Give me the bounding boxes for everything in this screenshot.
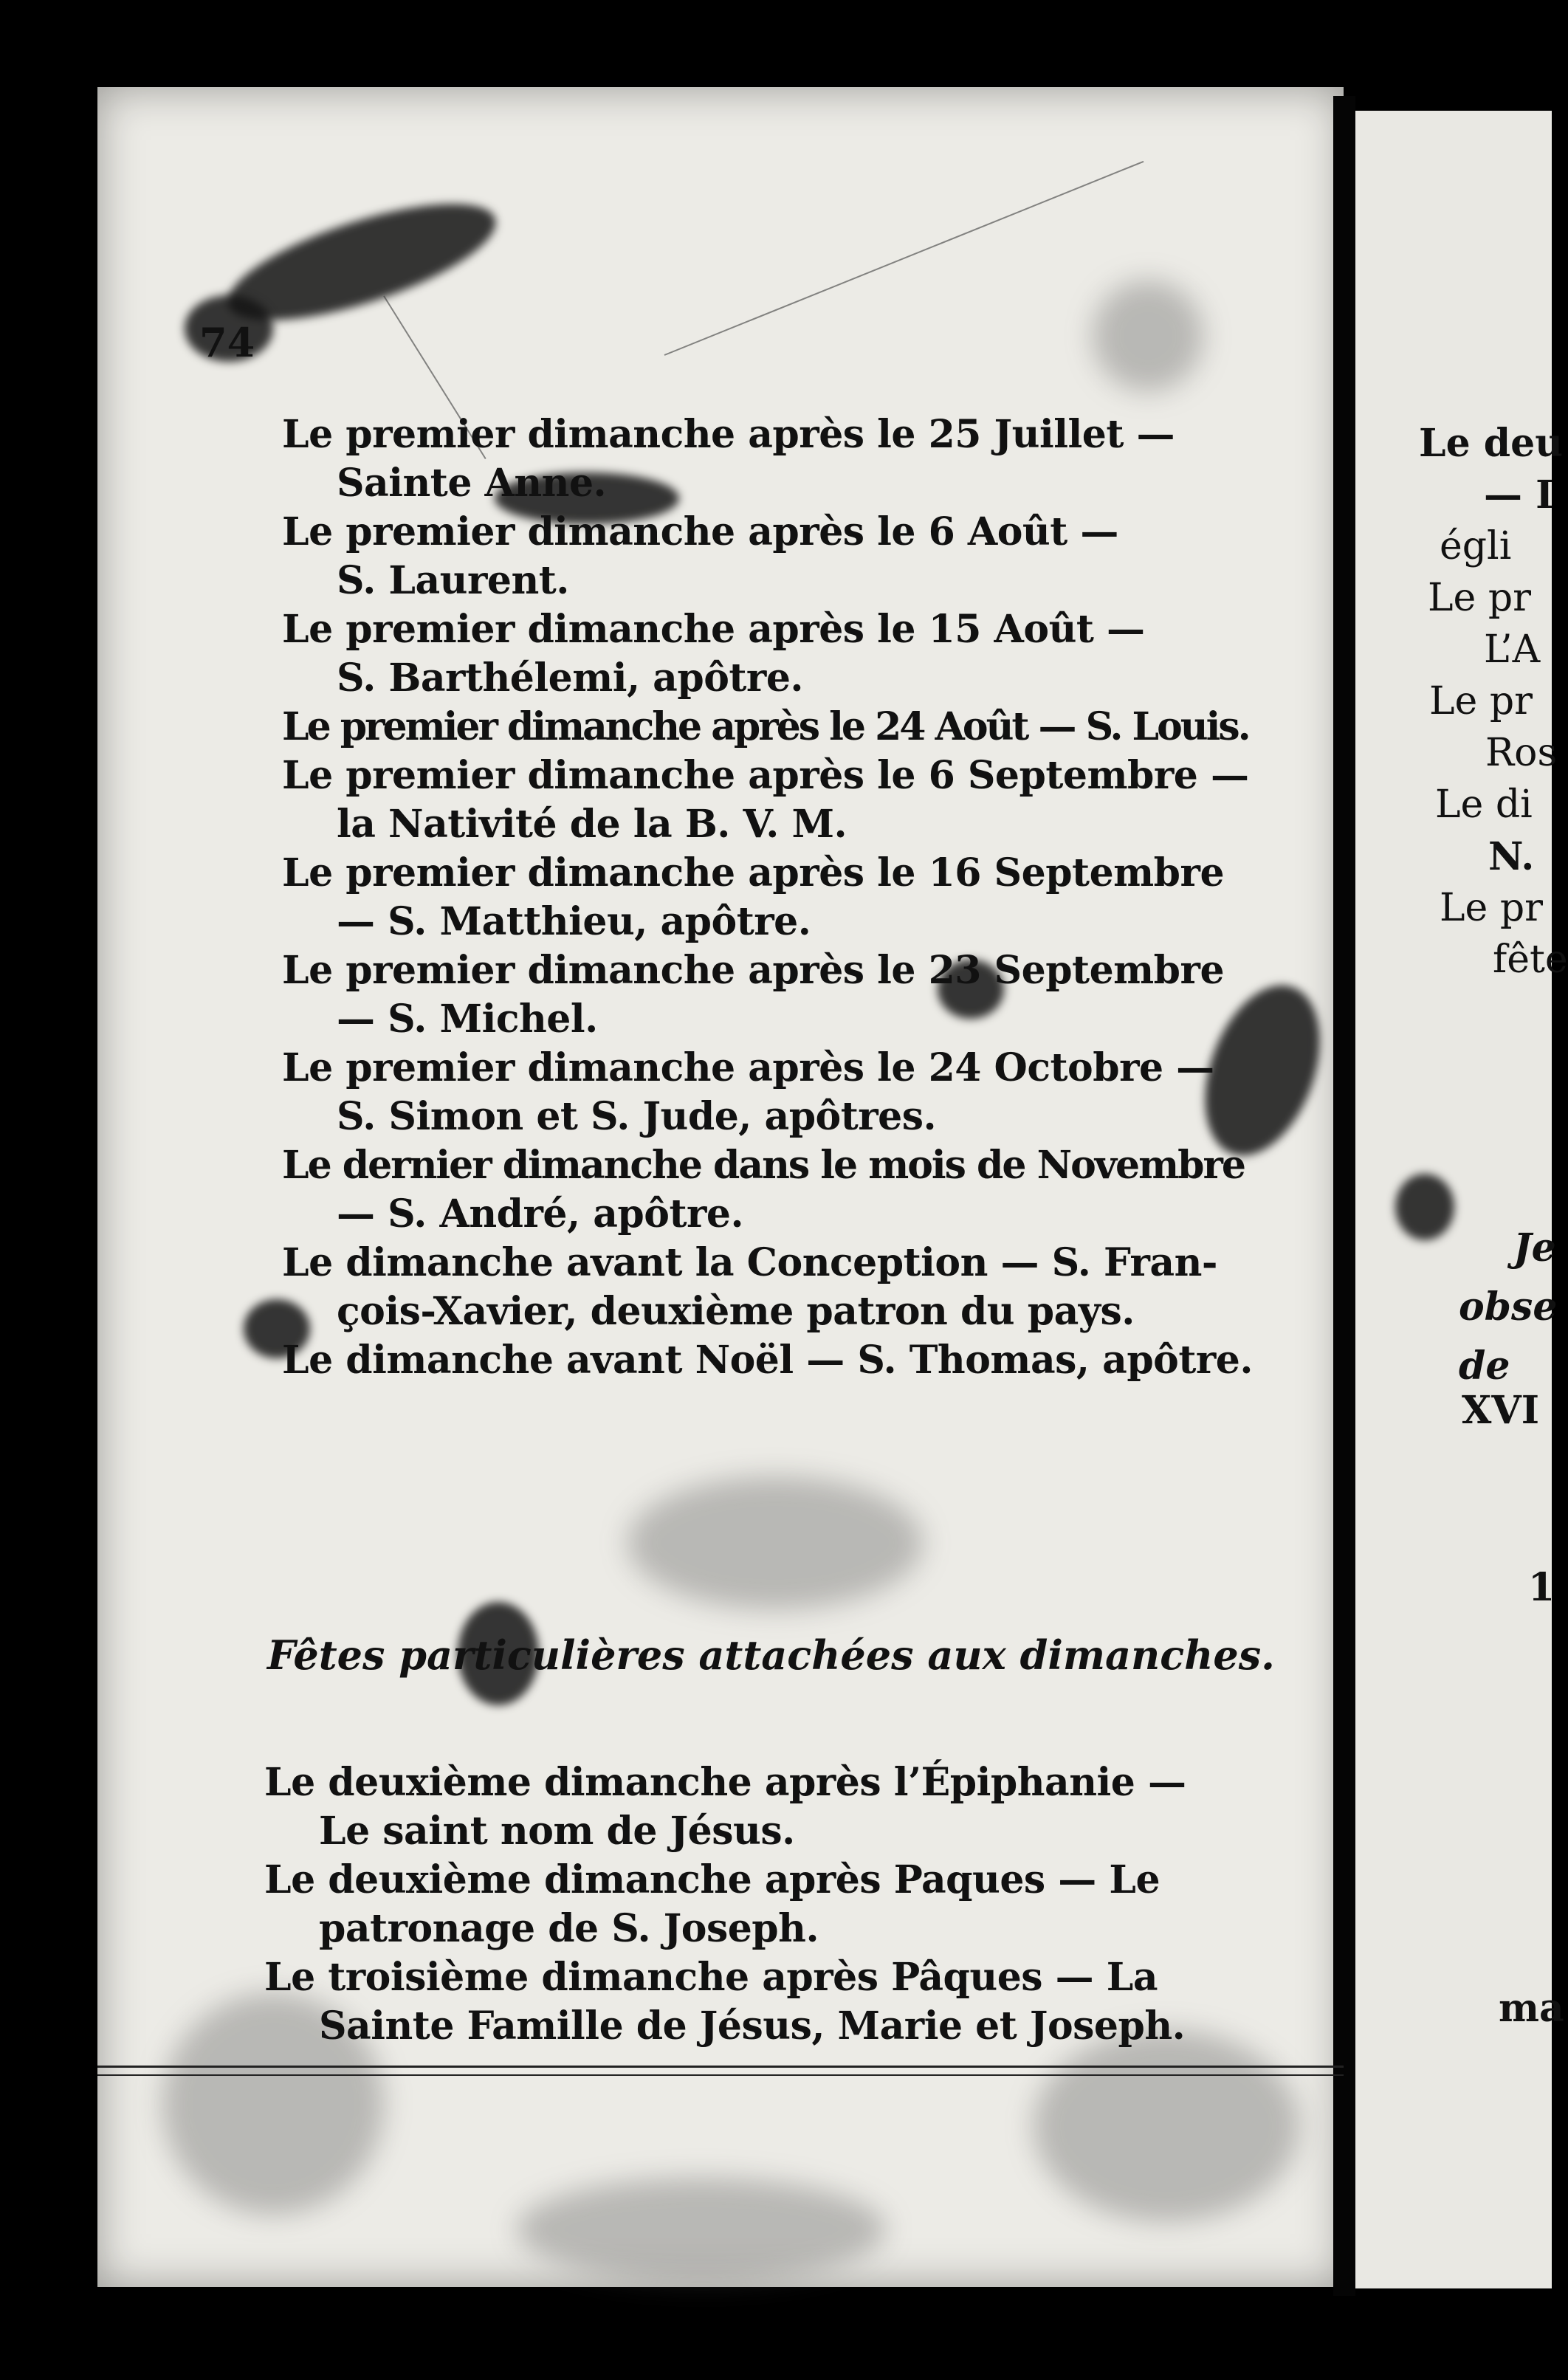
entry-line: Le premier dimanche après le 24 Août — S. Louis. (282, 704, 1249, 749)
paper-smudge (1093, 281, 1203, 391)
list-item (282, 946, 1264, 1044)
feast-entries (264, 1758, 1254, 2051)
facing-page-fragment: L’A (1484, 627, 1541, 672)
horizontal-rule (97, 2066, 1344, 2068)
facing-page-fragment: Le pr (1428, 576, 1531, 620)
entry-line: Le premier dimanche après le 6 Septembre — (282, 753, 1249, 798)
ink-stain (1395, 1174, 1454, 1240)
entry-line: Le dimanche avant Noël — S. Thomas, apôtre. (282, 1338, 1253, 1383)
paper-smudge (627, 1476, 923, 1609)
entry-line: S. Simon et S. Jude, apôtres. (337, 1094, 937, 1139)
list-item (282, 1336, 1264, 1385)
calendar-entries (282, 410, 1264, 1385)
facing-page-fragment: Le deu (1419, 421, 1563, 466)
list-item (282, 605, 1264, 703)
entry-line: Le premier dimanche après le 15 Août — (282, 607, 1145, 652)
entry-line: Le deuxième dimanche après l’Épiphanie — (264, 1760, 1186, 1805)
facing-page-fragment: ma (1499, 1986, 1564, 2031)
entry-line: Le premier dimanche après le 16 Septembre (282, 850, 1225, 895)
facing-page-fragment: N. (1488, 834, 1535, 879)
page-gutter (1333, 96, 1355, 2296)
page-number: 74 (199, 319, 255, 366)
list-item (282, 1141, 1264, 1239)
facing-page-fragment: 1 (1528, 1565, 1555, 1610)
entry-line: Le premier dimanche après le 24 Octobre — (282, 1045, 1214, 1090)
facing-page-fragment: fête (1493, 938, 1568, 982)
entry-line: Sainte Famille de Jésus, Marie et Joseph. (319, 2004, 1186, 2049)
entry-line: Le dimanche avant la Conception — S. Fran- (282, 1240, 1217, 1285)
facing-page-fragment: Le pr (1429, 679, 1533, 723)
list-item (264, 1856, 1254, 1953)
facing-page-fragment: Ros (1485, 731, 1558, 775)
list-item (264, 1953, 1254, 2051)
facing-page-fragment: XVI (1462, 1388, 1540, 1433)
list-item (264, 1758, 1254, 1856)
paper-smudge (517, 2178, 886, 2281)
list-item (282, 508, 1264, 605)
entry-line: — S. Matthieu, apôtre. (337, 899, 811, 944)
entry-line: çois-Xavier, deuxième patron du pays. (337, 1289, 1135, 1334)
facing-page-fragment: de (1459, 1344, 1510, 1389)
paper-smudge (1034, 2030, 1299, 2222)
entry-line: Le dernier dimanche dans le mois de Novembre (282, 1143, 1245, 1188)
facing-page-fragment: Je (1513, 1225, 1556, 1270)
entry-line: — S. Michel. (337, 997, 598, 1042)
entry-line: Le premier dimanche après le 25 Juillet — (282, 412, 1175, 457)
list-item (282, 410, 1264, 508)
horizontal-rule (97, 2074, 1344, 2076)
facing-page-fragment: — I (1484, 472, 1554, 517)
entry-line: Le troisième dimanche après Pâques — La (264, 1955, 1158, 2000)
facing-page-fragment: égli (1440, 524, 1512, 568)
facing-page-fragment: obse (1459, 1284, 1558, 1330)
entry-line: Le premier dimanche après le 23 Septembre (282, 948, 1225, 993)
entry-line: Sainte Anne. (337, 461, 607, 506)
facing-page-fragment: Le pr (1440, 886, 1543, 930)
list-item (282, 703, 1264, 752)
entry-line: Le premier dimanche après le 6 Août — (282, 509, 1118, 554)
entry-line: S. Barthélemi, apôtre. (337, 656, 804, 701)
entry-line: la Nativité de la B. V. M. (337, 802, 847, 847)
list-item (282, 752, 1264, 849)
section-heading: Fêtes particulières attachées aux dimanches. (267, 1631, 1275, 1679)
list-item (282, 1044, 1264, 1141)
list-item (282, 849, 1264, 946)
entry-line: patronage de S. Joseph. (319, 1906, 819, 1951)
entry-line: Le deuxième dimanche après Paques — Le (264, 1857, 1160, 1902)
facing-page-fragment: Le di (1435, 783, 1533, 827)
list-item (282, 1239, 1264, 1336)
entry-line: Le saint nom de Jésus. (319, 1809, 795, 1854)
entry-line: — S. André, apôtre. (337, 1191, 744, 1237)
entry-line: S. Laurent. (337, 558, 569, 603)
